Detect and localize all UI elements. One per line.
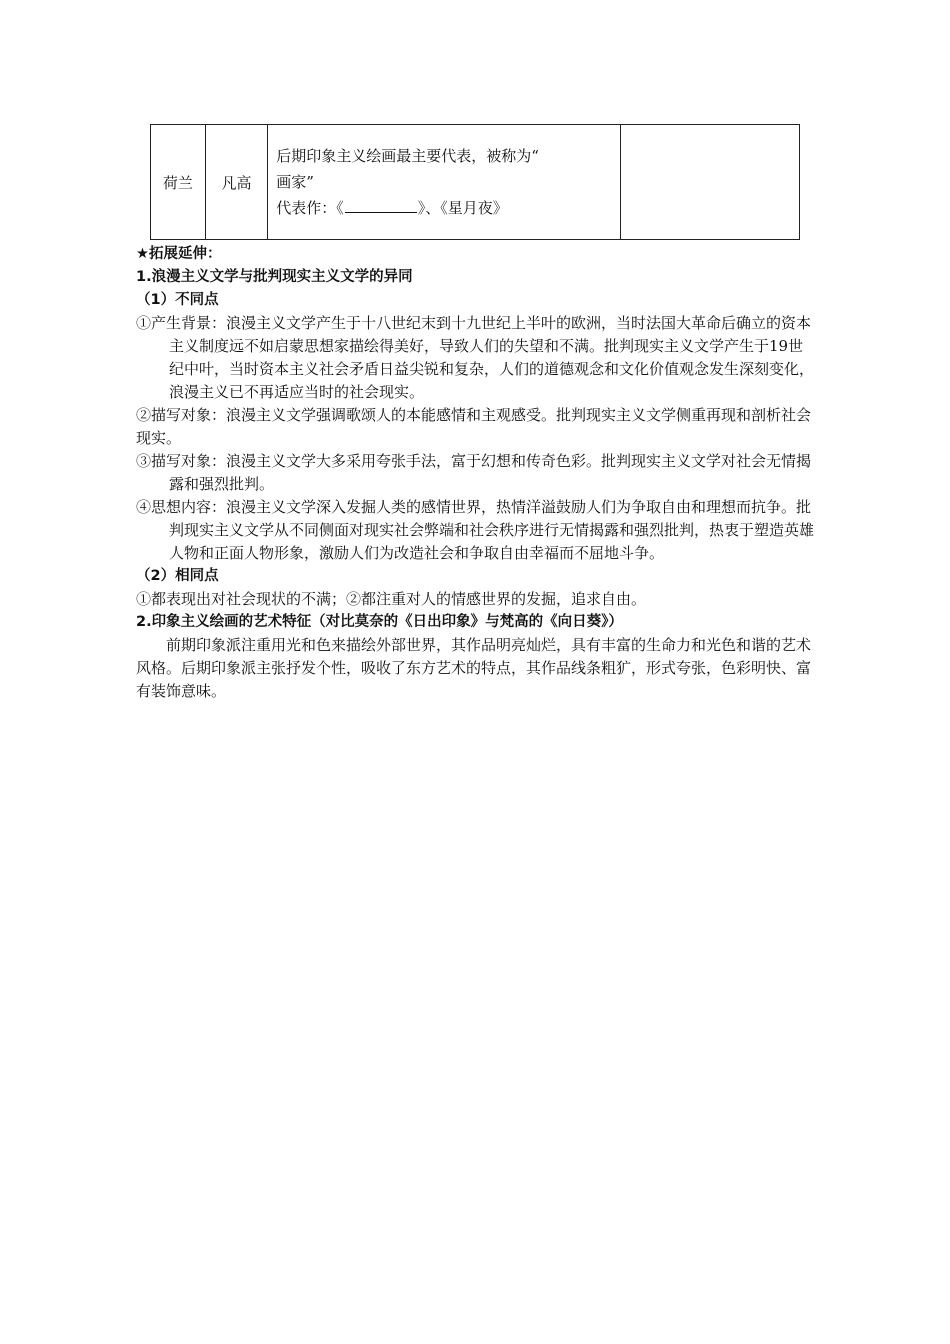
artist-table xyxy=(150,124,800,240)
similarities-heading: （2）相同点 xyxy=(136,568,219,584)
section1-title: 1.浪漫主义文学与批判现实主义文学的异同 xyxy=(136,269,413,285)
differences-heading: （1）不同点 xyxy=(136,292,219,308)
works-suffix: 》、《星月夜》 xyxy=(417,199,508,217)
list-item: ①产生背景：浪漫主义文学产生于十八世纪末到十九世纪上半叶的欧洲，当时法国大革命后确立的资本主义制度远不如启蒙思想家描绘得美好，导致人们的失望和不满。批判现实主义文学产生于19世纪中叶，当时资本主义社会矛盾日益尖锐和复杂，人们的道德观念和文化价值观念发生深刻变化，浪漫主义已不再适应当时的社会现实。 xyxy=(136,314,815,401)
list-item: ②描写对象：浪漫主义文学强调歌颂人的本能感情和主观感受。批判现实主义文学侧重再现和剖析社会现实。 xyxy=(136,406,812,447)
description-cell xyxy=(268,125,621,240)
section2-paragraph: 前期印象派注重用光和色来描绘外部世界，其作品明亮灿烂，具有丰富的生命力和光色和谐的艺术风格。后期印象派主张抒发个性，吸收了东方艺术的特点，其作品线条粗犷，形式夸张，色彩明快、富有装饰意味。 xyxy=(136,636,812,700)
list-item: ④思想内容：浪漫主义文学深入发掘人类的感情世界，热情洋溢鼓励人们为争取自由和理想而抗争。批判现实主义文学从不同侧面对现实社会弊端和社会秩序进行无情揭露和强烈批判，热衷于塑造英雄人物和正面人物形象，激励人们为改造社会和争取自由幸福而不屈地斗争。 xyxy=(136,498,815,562)
artist-cell: 凡高 xyxy=(205,125,267,240)
extension-heading: ★拓展延伸： xyxy=(136,246,222,262)
table-row xyxy=(151,125,800,240)
similarities-text: ①都表现出对社会现状的不满；②都注重对人的情感世界的发掘，追求自由。 xyxy=(136,590,647,608)
description-line: 画家” xyxy=(276,173,314,191)
fill-in-blank[interactable] xyxy=(345,196,417,213)
country-cell: 荷兰 xyxy=(151,125,206,240)
description-line: 后期印象主义绘画最主要代表，被称为“ xyxy=(276,147,539,165)
works-line xyxy=(276,195,612,221)
section2-title: 2.印象主义绘画的艺术特征（对比莫奈的《日出印象》与梵高的《向日葵》） xyxy=(136,614,623,630)
empty-cell xyxy=(620,125,799,240)
document-page xyxy=(136,124,816,703)
works-prefix: 代表作：《 xyxy=(276,199,344,217)
list-item: ③描写对象：浪漫主义文学大多采用夸张手法，富于幻想和传奇色彩。批判现实主义文学对社会无情揭露和强烈批判。 xyxy=(136,452,812,493)
